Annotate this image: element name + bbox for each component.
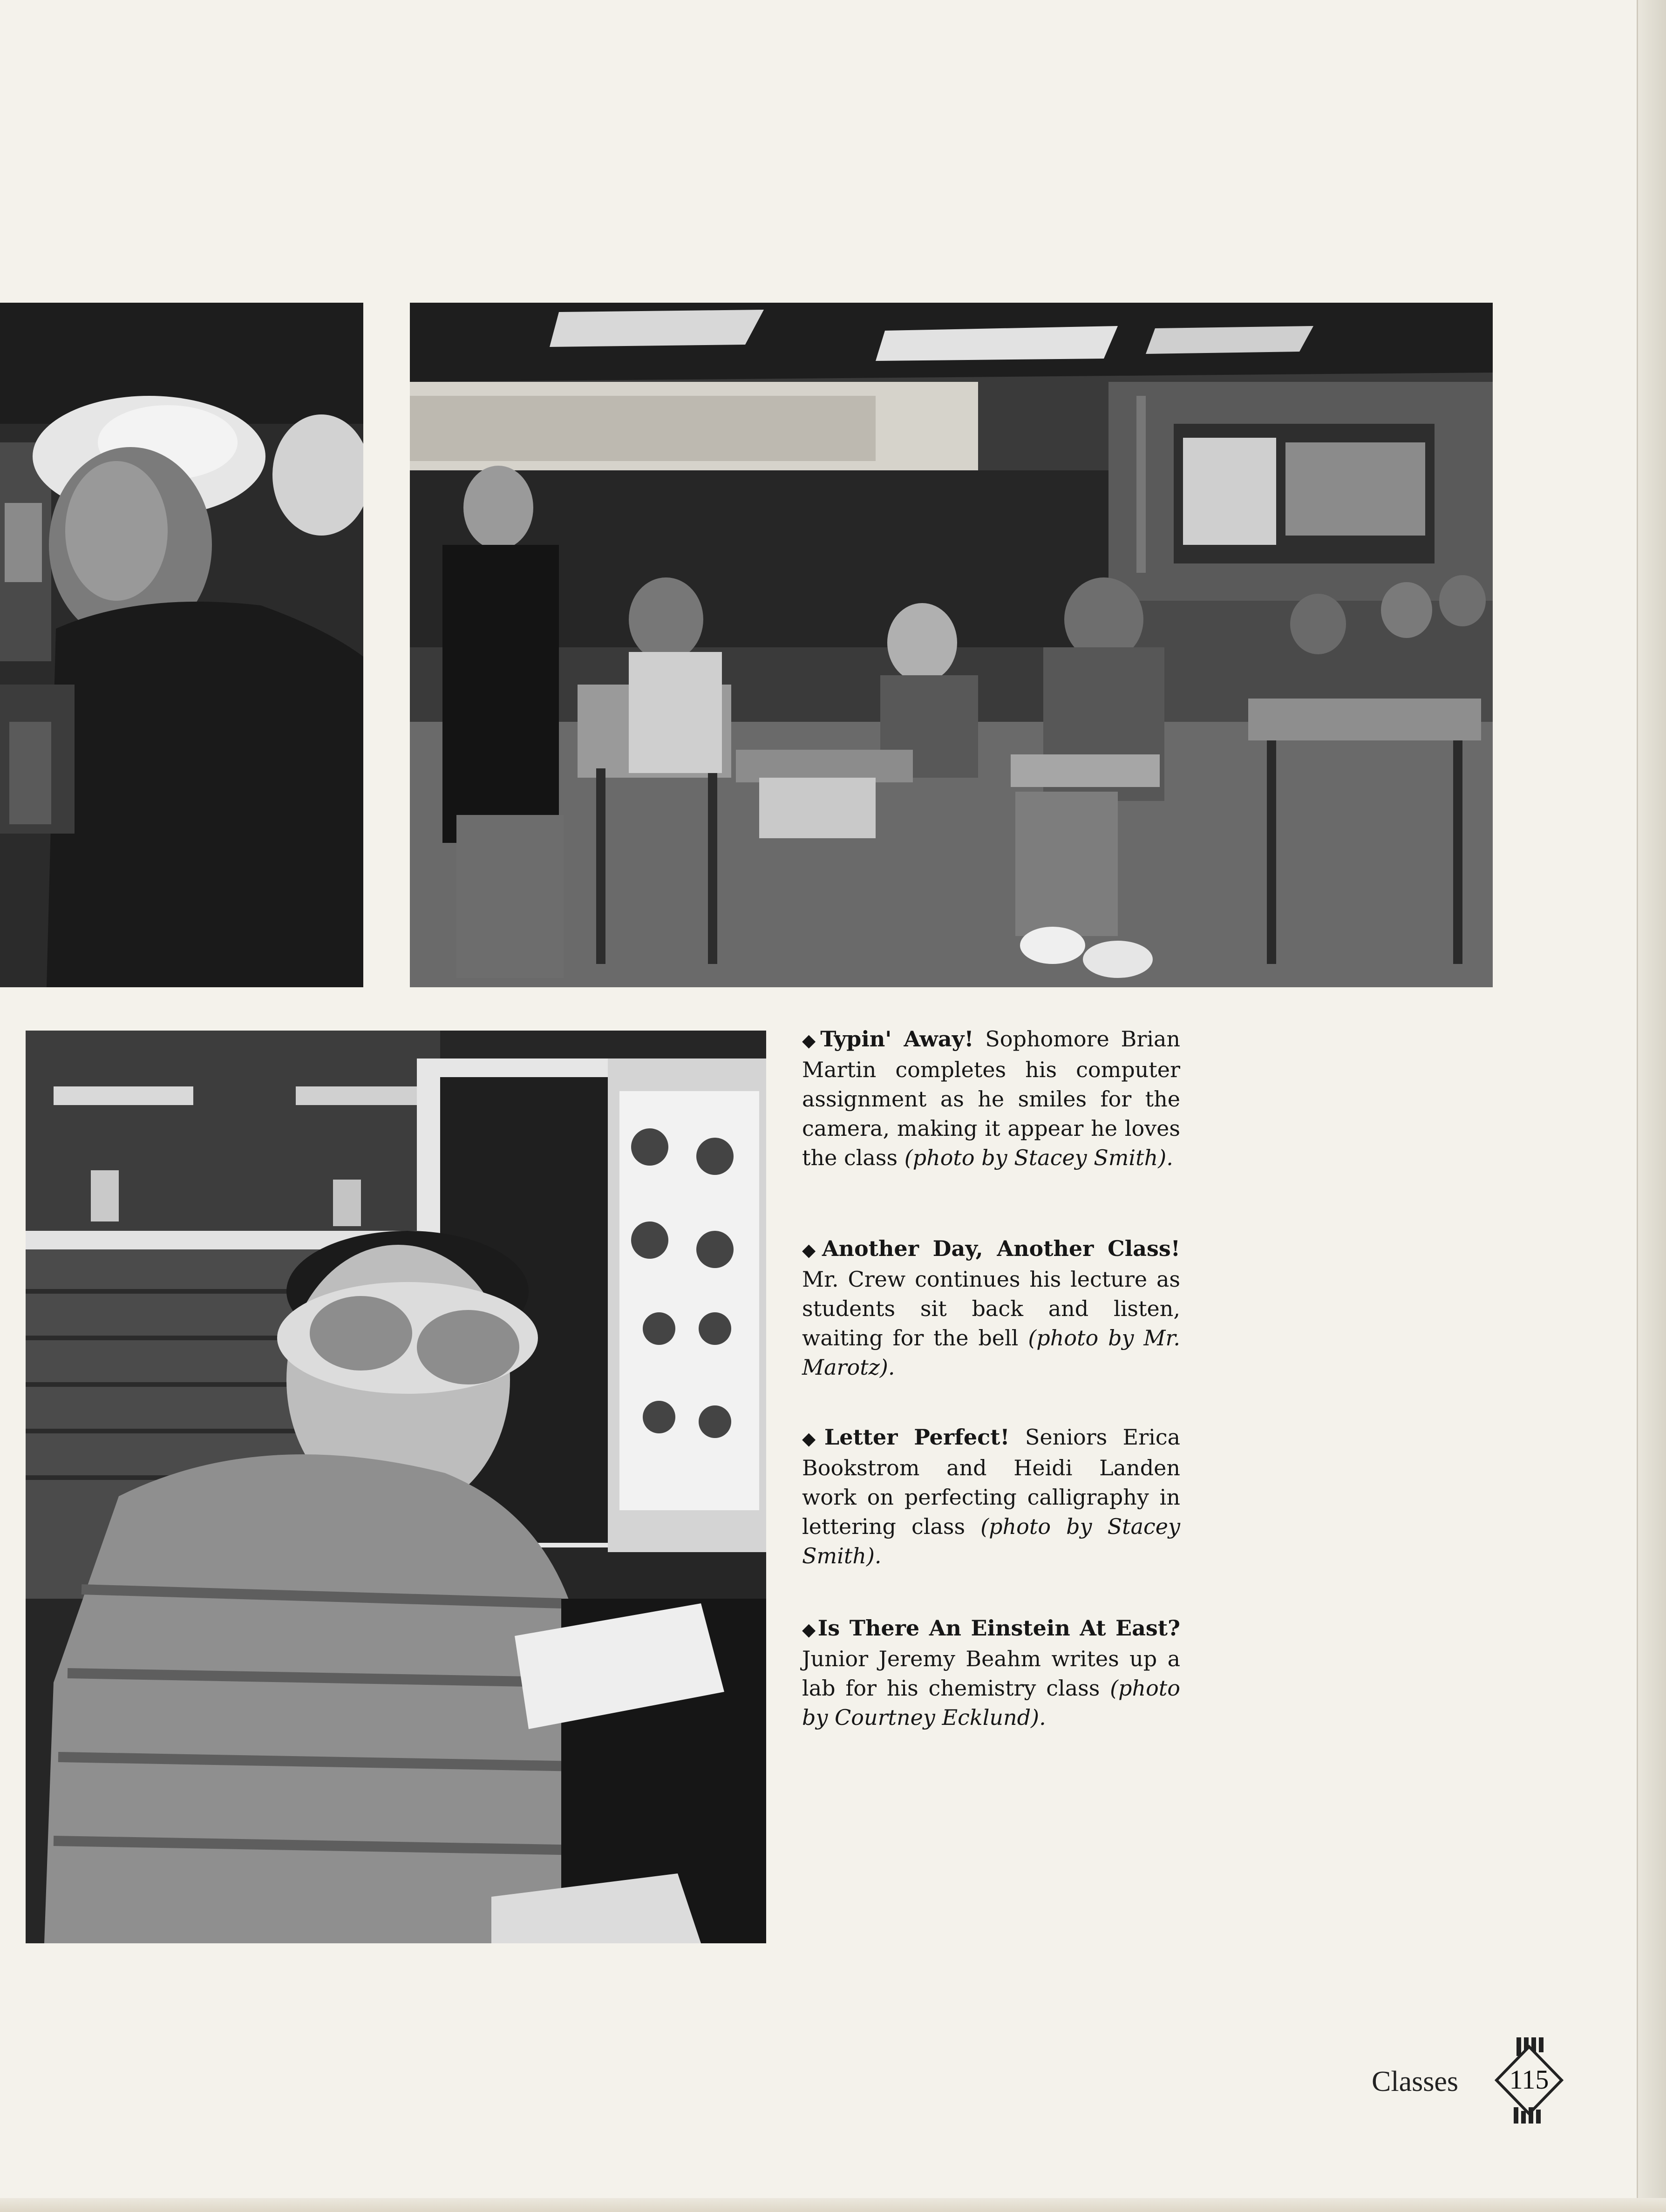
caption-headline: Letter Perfect! <box>824 1425 1010 1450</box>
photo-typing-student <box>0 303 363 987</box>
caption-lettering <box>802 1423 1180 1571</box>
page-bottom-edge <box>0 2198 1666 2212</box>
diamond-bullet-icon: ◆ <box>802 1428 824 1449</box>
caption-body: Junior Jeremy Beahm writes up a lab for his chemistry class <box>802 1646 1180 1701</box>
diamond-bullet-icon: ◆ <box>802 1619 818 1640</box>
page-edge <box>1637 0 1666 2212</box>
caption-body: Mr. Crew continues his lecture as students sit back and listen, waiting for the bell <box>802 1267 1180 1350</box>
diamond-bullet-icon: ◆ <box>802 1240 822 1260</box>
caption-classroom <box>802 1234 1180 1382</box>
photo-classroom-lecture <box>410 303 1493 987</box>
caption-headline: Another Day, Another Class! <box>822 1236 1180 1261</box>
caption-headline: Is There An Einstein At East? <box>817 1615 1180 1641</box>
diamond-bullet-icon: ◆ <box>802 1030 821 1051</box>
caption-chemistry <box>802 1614 1180 1732</box>
caption-body: Sophomore Brian Martin completes his computer assignment as he smiles for the camera, making it appear he loves the class <box>802 1026 1180 1170</box>
page-number: 115 <box>1509 2064 1549 2095</box>
section-name: Classes <box>1372 2066 1458 2097</box>
photo-credit: (photo by Stacey Smith). <box>904 1145 1173 1170</box>
photo-credit: (photo by Mr. Marotz). <box>802 1325 1181 1380</box>
photo-credit: (photo by Courtney Ecklund). <box>802 1676 1180 1730</box>
caption-typing <box>802 1025 1180 1173</box>
photo-chemistry-student <box>26 1031 766 1943</box>
caption-headline: Typin' Away! <box>820 1026 974 1052</box>
photo-credit: (photo by Stacey Smith). <box>802 1514 1181 1568</box>
caption-body: Seniors Erica Bookstrom and Heidi Landen work on perfecting calligraphy in lettering class <box>802 1425 1181 1539</box>
